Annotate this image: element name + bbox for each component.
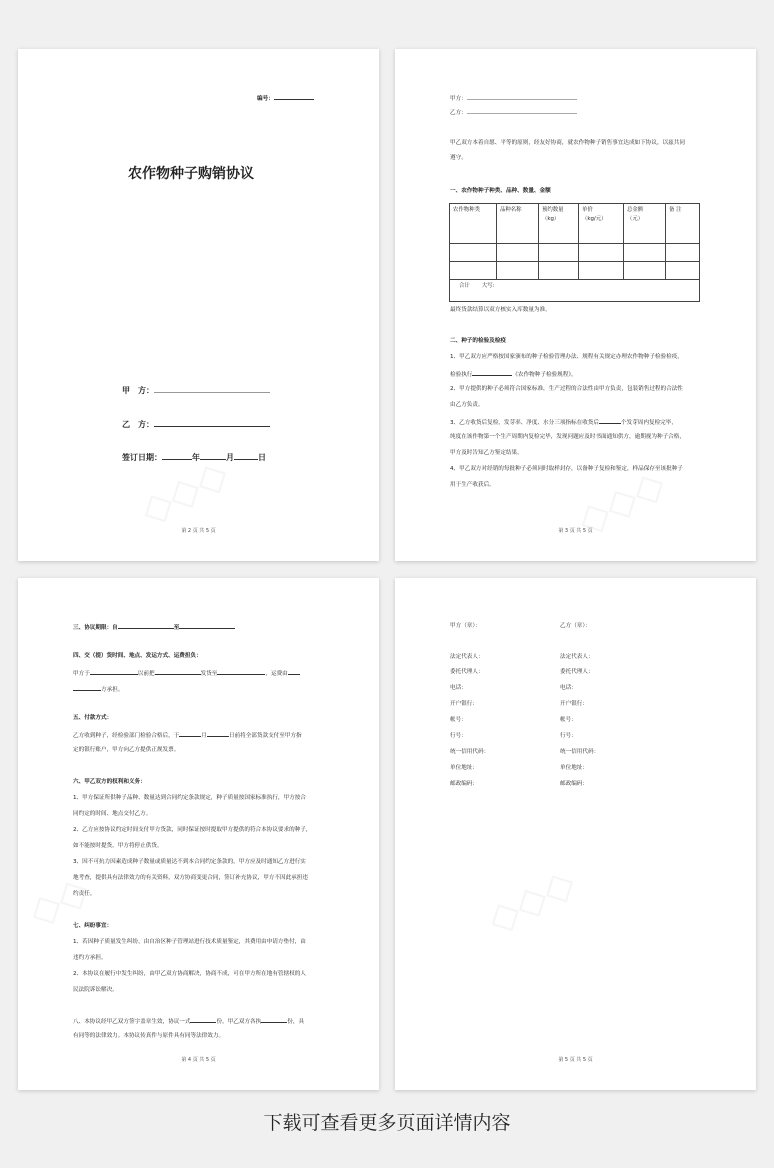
section-7-title: 七、纠纷事宜： xyxy=(73,923,113,929)
section-8-line-1: 八、本协议经甲乙双方签字盖章生效，协议一式 份，甲乙双方各执 份，具 xyxy=(73,1016,304,1026)
party-a-line xyxy=(450,93,577,103)
section-8-line-2: 有同等的法律效力。本协议传真件与原件具有同等法律效力。 xyxy=(73,1033,225,1039)
party-a-field-label: 统一信用代码： xyxy=(450,749,490,755)
section-6-3c: 约责任。 xyxy=(73,891,96,897)
party-a-field-label: 单位地址： xyxy=(450,765,478,771)
party-b-field-label: 委托代理人： xyxy=(560,669,594,675)
party-a-field-label: 法定代表人： xyxy=(450,654,484,660)
table-total-row xyxy=(450,280,700,302)
day-label: 日 xyxy=(258,453,266,462)
table-header-cell: 预约数量 （kg） xyxy=(539,204,579,244)
table-row xyxy=(450,262,700,280)
section-4-line-1: 甲方于 以前把 发货至 ，运费由 xyxy=(73,668,300,678)
party-a-field-label: 委托代理人： xyxy=(450,669,484,675)
document-page-4 xyxy=(395,578,756,1090)
party-a-label: 甲方： xyxy=(450,96,467,102)
total-caps-label: 大写: xyxy=(481,283,495,289)
party-a-field-label: 邮政编码： xyxy=(450,781,478,787)
table-row xyxy=(450,244,700,262)
document-title: 农作物种子购销协议 xyxy=(128,166,254,182)
party-a-field-label: 行号： xyxy=(450,733,467,739)
section-2-title: 二、种子的检验及检疫 xyxy=(450,338,506,344)
item-2-line-1: 2、甲方提供的种子必须符合国家标准，生产过程的合法性由甲方负责，包装销售过程的合法性 xyxy=(450,386,683,392)
item-1-line-2: 检验执行 《农作物种子检验规程》。 xyxy=(450,369,577,379)
party-a-field-label: 甲方（章）： xyxy=(450,623,481,629)
party-b-row xyxy=(122,419,270,430)
party-b-blank xyxy=(467,107,577,114)
settlement-note: 最终货款结算以双方核实入库数量为准。 xyxy=(450,307,551,313)
party-a-blank xyxy=(467,93,577,100)
item-2-line-2: 由乙方负责。 xyxy=(450,402,484,408)
section-7-1b: 违约方承担。 xyxy=(73,955,107,961)
page-footer: 第 2 页 共 5 页 xyxy=(181,528,216,534)
item-1-line-1: 1、甲乙双方应严格按国家颁布的种子检验管理办法、规程有关规定办理农作物种子检验检疫， xyxy=(450,354,683,360)
seed-table xyxy=(449,203,700,302)
section-6-1b: 同约定的时间、地点交付乙方。 xyxy=(73,811,152,817)
item-3-line-2: 纯度在该作物第一个生产周期内复检完毕，发现问题应及时书面通知供方，逾期视为种子合格， xyxy=(450,434,685,440)
party-b-field-label: 法定代表人： xyxy=(560,654,594,660)
table-header-row xyxy=(450,204,700,244)
table-header-cell: 品种名称 xyxy=(497,204,539,244)
section-5-title: 五、付款方式： xyxy=(73,715,113,721)
day-blank xyxy=(234,453,258,460)
item-3-line-1: 3、乙方收货后复检，发芽率、净度、水分三项指标在收货后 个发芽周内复检完毕， xyxy=(450,417,677,427)
section-4-title: 四、交（提）货时间、地点、发运方式、运费担负： xyxy=(73,653,202,659)
party-b-field-label: 统一信用代码： xyxy=(560,749,600,755)
intro-line-2: 遵守。 xyxy=(450,155,467,161)
party-b-field-label: 邮政编码： xyxy=(560,781,588,787)
section-3-line: 三、协议期限：自 至 xyxy=(73,622,235,632)
page-footer: 第 5 页 共 5 页 xyxy=(558,1057,593,1063)
section-6-2a: 2、乙方应按协议约定时间支付甲方货款，同时保证按时提取甲方提供的符合本协议要求的种子， xyxy=(73,827,312,833)
party-b-field-label: 帐号： xyxy=(560,717,577,723)
document-page-3 xyxy=(18,578,379,1090)
party-b-label: 乙方： xyxy=(450,110,467,116)
party-a-blank xyxy=(154,386,270,393)
section-5-line-1: 乙方收到种子，经检验部门检验合格后，于 月 日前将全部货款支付至甲方指 xyxy=(73,730,302,740)
item-3-line-3: 甲方及时告知乙方鉴定结果。 xyxy=(450,450,523,456)
item-4-line-1: 4、甲乙双方对经销的每批种子必须同时取样封存，以备种子复检和鉴定，样品保存至该批种子 xyxy=(450,466,683,472)
party-a-field-label: 开户银行： xyxy=(450,701,478,707)
month-label: 月 xyxy=(226,453,234,462)
total-label: 合计 xyxy=(459,283,470,289)
item-4-line-2: 用于生产收获后。 xyxy=(450,482,495,488)
section-6-2b: 如不能按时提货，甲方将停止供货。 xyxy=(73,843,163,849)
section-6-3b: 地考查，提供具有法律效力的有关资料，双方协商变更合同，签订补充协议，甲方不因此承担违 xyxy=(73,875,308,881)
contract-number-label: 编号： xyxy=(257,96,274,102)
party-b-line xyxy=(450,107,577,117)
section-7-2a: 2、本协议在履行中发生纠纷，由甲乙双方协商解决，协商不成，可在甲方所在地有管辖权的人 xyxy=(73,971,306,977)
party-b-field-label: 行号： xyxy=(560,733,577,739)
page-footer: 第 4 页 共 5 页 xyxy=(181,1057,216,1063)
section-6-title: 六、甲乙双方的权利和义务： xyxy=(73,779,146,785)
table-header-cell: 备 注 xyxy=(666,204,700,244)
intro-line-1: 甲乙双方本着自愿、平等的原则，经友好协商，就农作物种子销售事宜达成如下协议，以兹共同 xyxy=(450,140,685,146)
document-page-cover xyxy=(18,49,379,561)
section-7-1a: 1、若因种子质量发生纠纷，由自治区种子管理站进行技术质量鉴定，其费用由申请方垫付，由 xyxy=(73,939,306,945)
party-b-field-label: 电话： xyxy=(560,685,577,691)
page-footer: 第 3 页 共 5 页 xyxy=(558,528,593,534)
year-blank xyxy=(162,453,192,460)
party-a-label: 甲 方： xyxy=(122,386,154,395)
party-a-field-label: 帐号： xyxy=(450,717,467,723)
section-5-line-2: 定的银行账户，甲方向乙方提供正规发票。 xyxy=(73,747,180,753)
party-b-blank xyxy=(154,420,270,427)
party-b-field-label: 乙方（章）： xyxy=(560,623,591,629)
party-b-field-label: 单位地址： xyxy=(560,765,588,771)
section-6-3a: 3、因不可抗力因素造成种子数量或质量达不到本合同约定条款的，甲方应及时通知乙方进行实 xyxy=(73,859,306,865)
section-7-2b: 民法院诉讼解决。 xyxy=(73,987,118,993)
sign-date-label: 签订日期： xyxy=(122,453,162,462)
contract-number-blank xyxy=(274,93,314,100)
document-page-2 xyxy=(395,49,756,561)
section-6-1a: 1、甲方保证所供种子品种、数量达到合同约定条款规定，种子质量按国家标准执行，甲方按合 xyxy=(73,795,306,801)
section-1-title: 一、农作物种子种类、品种、数量、金额 xyxy=(450,188,551,194)
party-b-field-label: 开户银行： xyxy=(560,701,588,707)
year-label: 年 xyxy=(192,453,200,462)
table-header-cell: 单价 （kg/元） xyxy=(579,204,624,244)
party-a-field-label: 电话： xyxy=(450,685,467,691)
watermark xyxy=(480,859,583,943)
download-caption: 下载可查看更多页面详情内容 xyxy=(263,1112,511,1134)
contract-number-row xyxy=(257,93,314,103)
party-a-row xyxy=(122,385,270,396)
table-header-cell: 农作物种类 xyxy=(450,204,497,244)
table-header-cell: 总金额 （元） xyxy=(624,204,666,244)
party-b-label: 乙 方： xyxy=(122,420,154,429)
section-4-line-2: 方承担。 xyxy=(73,684,123,694)
